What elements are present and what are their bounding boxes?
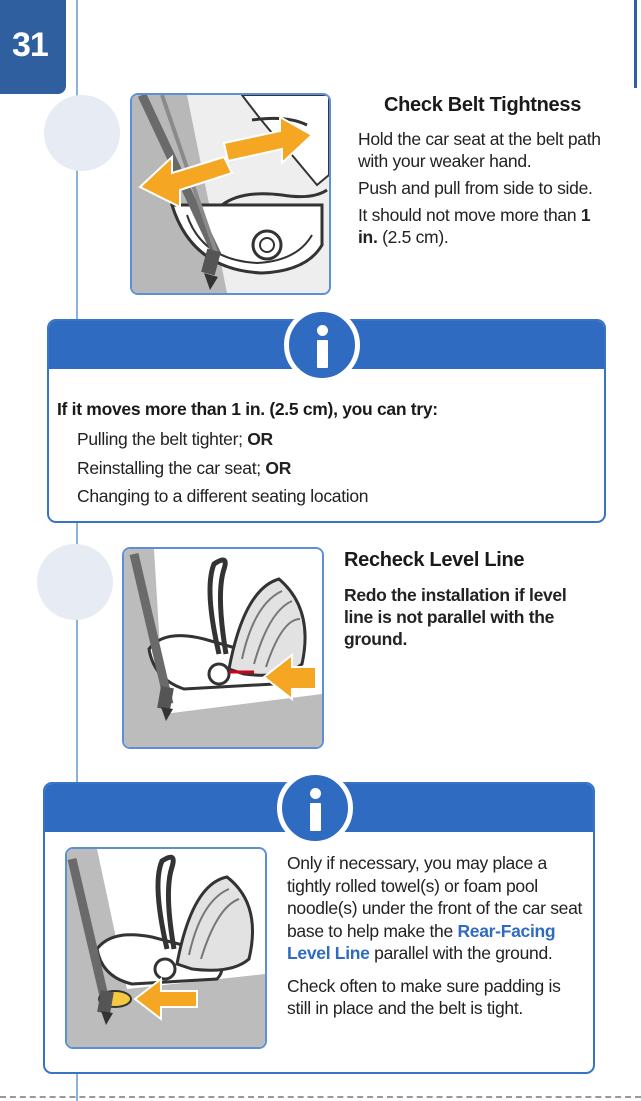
edge-rule — [634, 0, 637, 88]
option-2-text: Reinstalling the car seat; — [77, 458, 261, 478]
check-instruction-limit — [358, 204, 603, 248]
option-1-text: Pulling the belt tighter; — [77, 429, 243, 449]
info-moves-lead: If it moves more than 1 in. (2.5 cm), you can try: — [57, 399, 438, 419]
info-icon — [277, 770, 353, 846]
padding-drawing — [67, 849, 265, 1047]
limit-suffix: (2.5 cm). — [382, 227, 449, 247]
bottom-cut-line — [0, 1096, 641, 1098]
belt-tightness-drawing — [132, 95, 329, 293]
step-title-level: Recheck Level Line — [344, 549, 525, 571]
limit-value: 1 in. — [358, 205, 591, 247]
info-padding-body — [287, 852, 587, 1030]
page-number-tab — [0, 0, 66, 94]
padding-check-note: Check often to make sure padding is still in place and the belt is tight. — [287, 975, 561, 1018]
padding-instruction — [287, 852, 587, 965]
padding-text-before: Only if necessary, you may place a tightly rolled towel(s) or foam pool noodle(s) under the front of the car seat base to help make the — [287, 853, 583, 941]
level-line-highlight: Rear-Facing Level Line — [287, 920, 556, 963]
info-moves-option-3: Changing to a different seating location — [77, 486, 369, 506]
level-line-illustration — [122, 547, 324, 749]
option-1-or: OR — [247, 429, 273, 449]
step-body-check — [358, 128, 603, 253]
step-title-check: Check Belt Tightness — [384, 94, 582, 116]
level-line-drawing — [124, 549, 322, 747]
step-body-level: Redo the installation if level line is not parallel with the ground. — [344, 585, 567, 649]
page-number: 31 — [12, 26, 48, 64]
option-2-or: OR — [265, 458, 292, 478]
info-moves-option-2 — [77, 458, 291, 479]
info-box-padding — [43, 782, 595, 1074]
info-box-moves — [47, 319, 606, 523]
info-icon — [284, 307, 360, 383]
check-instruction-push: Push and pull from side to side. — [358, 178, 593, 198]
padding-text-after: parallel with the ground. — [374, 943, 553, 963]
step-marker-level — [37, 544, 113, 620]
check-instruction-hold: Hold the car seat at the belt path with your weaker hand. — [358, 129, 601, 171]
info-moves-option-1 — [77, 429, 273, 450]
step-marker-check — [44, 95, 120, 171]
padding-illustration — [65, 847, 267, 1049]
belt-tightness-illustration — [130, 93, 331, 295]
limit-prefix: It should not move more than — [358, 205, 577, 225]
